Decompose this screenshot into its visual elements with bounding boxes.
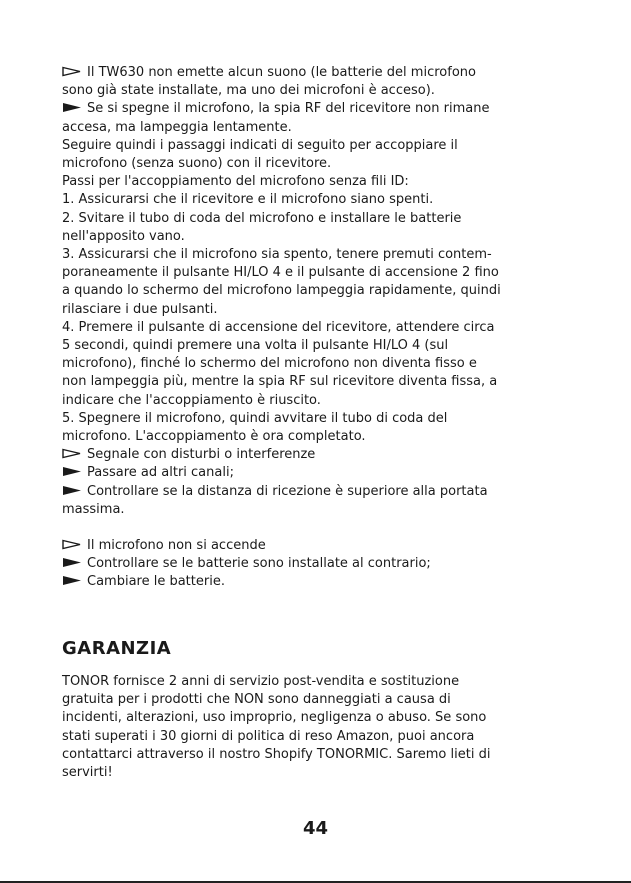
warranty-line: TONOR fornisce 2 anni di servizio post-vendita e sostituzione xyxy=(62,674,460,689)
line-text: 4. Premere il pulsante di accensione del ricevitore, attendere circa xyxy=(62,319,495,335)
line-text: Cambiare le batterie. xyxy=(87,574,225,590)
hollow-arrow-icon xyxy=(62,448,82,459)
line-text: Seguire quindi i passaggi indicati di seguito per accoppiare il xyxy=(62,137,458,153)
filled-arrow-icon xyxy=(62,485,82,496)
text-line xyxy=(62,483,570,501)
line-text: poraneamente il pulsante HI/LO 4 e il pulsante di accensione 2 fino xyxy=(62,265,499,281)
text-line xyxy=(62,82,570,100)
line-text: nell'apposito vano. xyxy=(62,228,185,244)
text-line xyxy=(62,392,570,410)
text-line xyxy=(62,355,570,373)
text-line xyxy=(62,100,570,118)
text-line xyxy=(62,282,570,300)
page-number: 44 xyxy=(302,818,329,839)
line-text: Passare ad altri canali; xyxy=(87,465,234,481)
text-line xyxy=(62,337,570,355)
hollow-arrow-icon xyxy=(62,539,82,550)
text-line xyxy=(62,501,570,519)
text-line xyxy=(62,137,570,155)
line-text: 5 secondi, quindi premere una volta il pulsante HI/LO 4 (sul xyxy=(62,338,449,354)
warranty-line: stati superati i 30 giorni di politica di reso Amazon, puoi ancora xyxy=(62,728,475,744)
troubleshooting-section xyxy=(62,64,570,592)
text-line xyxy=(62,446,570,464)
warranty-line: servirti! xyxy=(62,765,113,781)
filled-arrow-icon xyxy=(62,466,82,477)
text-line xyxy=(62,464,570,482)
line-text: non lampeggia più, mentre la spia RF sul ricevitore diventa fissa, a xyxy=(62,374,498,390)
text-line xyxy=(62,119,570,137)
line-text: microfono. L'accoppiamento è ora completato. xyxy=(62,429,366,445)
line-text: a quando lo schermo del microfono lampeggia rapidamente, quindi xyxy=(62,283,501,299)
text-line xyxy=(62,228,570,246)
line-text: Passi per l'accoppiamento del microfono senza fili ID: xyxy=(62,174,409,190)
line-text: 1. Assicurarsi che il ricevitore e il microfono siano spenti. xyxy=(62,192,434,208)
line-text: sono già state installate, ma uno dei microfoni è acceso). xyxy=(62,83,435,99)
filled-arrow-icon xyxy=(62,102,82,113)
text-line xyxy=(62,64,570,82)
line-text: Controllare se la distanza di ricezione è superiore alla portata xyxy=(87,483,488,499)
hollow-arrow-icon xyxy=(62,66,82,77)
text-line xyxy=(62,264,570,282)
text-line xyxy=(62,155,570,173)
line-text: massima. xyxy=(62,501,125,517)
filled-arrow-icon xyxy=(62,557,82,568)
filled-arrow-icon xyxy=(62,575,82,586)
paragraph-gap xyxy=(62,519,570,537)
line-text: Il microfono non si accende xyxy=(87,538,266,554)
text-line xyxy=(62,555,570,573)
text-line xyxy=(62,428,570,446)
text-line xyxy=(62,210,570,228)
text-line xyxy=(62,319,570,337)
line-text: Se si spegne il microfono, la spia RF del ricevitore non rimane xyxy=(87,101,490,117)
warranty-heading: GARANZIA xyxy=(62,638,172,659)
text-line xyxy=(62,573,570,591)
line-text: 3. Assicurarsi che il microfono sia spento, tenere premuti contem- xyxy=(62,247,492,263)
line-text: Segnale con disturbi o interferenze xyxy=(87,447,316,463)
line-text: indicare che l'accoppiamento è riuscito. xyxy=(62,392,321,408)
text-line xyxy=(62,173,570,191)
text-line xyxy=(62,191,570,209)
text-line xyxy=(62,373,570,391)
text-line xyxy=(62,537,570,555)
warranty-text xyxy=(62,673,572,782)
text-line xyxy=(62,246,570,264)
warranty-line: incidenti, alterazioni, uso improprio, negligenza o abuso. Se sono xyxy=(62,710,487,726)
line-text: 5. Spegnere il microfono, quindi avvitare il tubo di coda del xyxy=(62,410,448,426)
line-text: microfono (senza suono) con il ricevitore. xyxy=(62,156,332,172)
line-text: microfono), finché lo schermo del microfono non diventa fisso e xyxy=(62,356,477,372)
warranty-line: contattarci attraverso il nostro Shopify TONORMIC. Saremo lieti di xyxy=(62,746,491,762)
line-text: 2. Svitare il tubo di coda del microfono e installare le batterie xyxy=(62,210,462,226)
text-line xyxy=(62,301,570,319)
text-line xyxy=(62,410,570,428)
warranty-line: gratuita per i prodotti che NON sono danneggiati a causa di xyxy=(62,692,451,708)
line-text: accesa, ma lampeggia lentamente. xyxy=(62,119,292,135)
line-text: Controllare se le batterie sono installate al contrario; xyxy=(87,556,431,572)
line-text: Il TW630 non emette alcun suono (le batterie del microfono xyxy=(87,65,476,80)
line-text: rilasciare i due pulsanti. xyxy=(62,301,218,317)
